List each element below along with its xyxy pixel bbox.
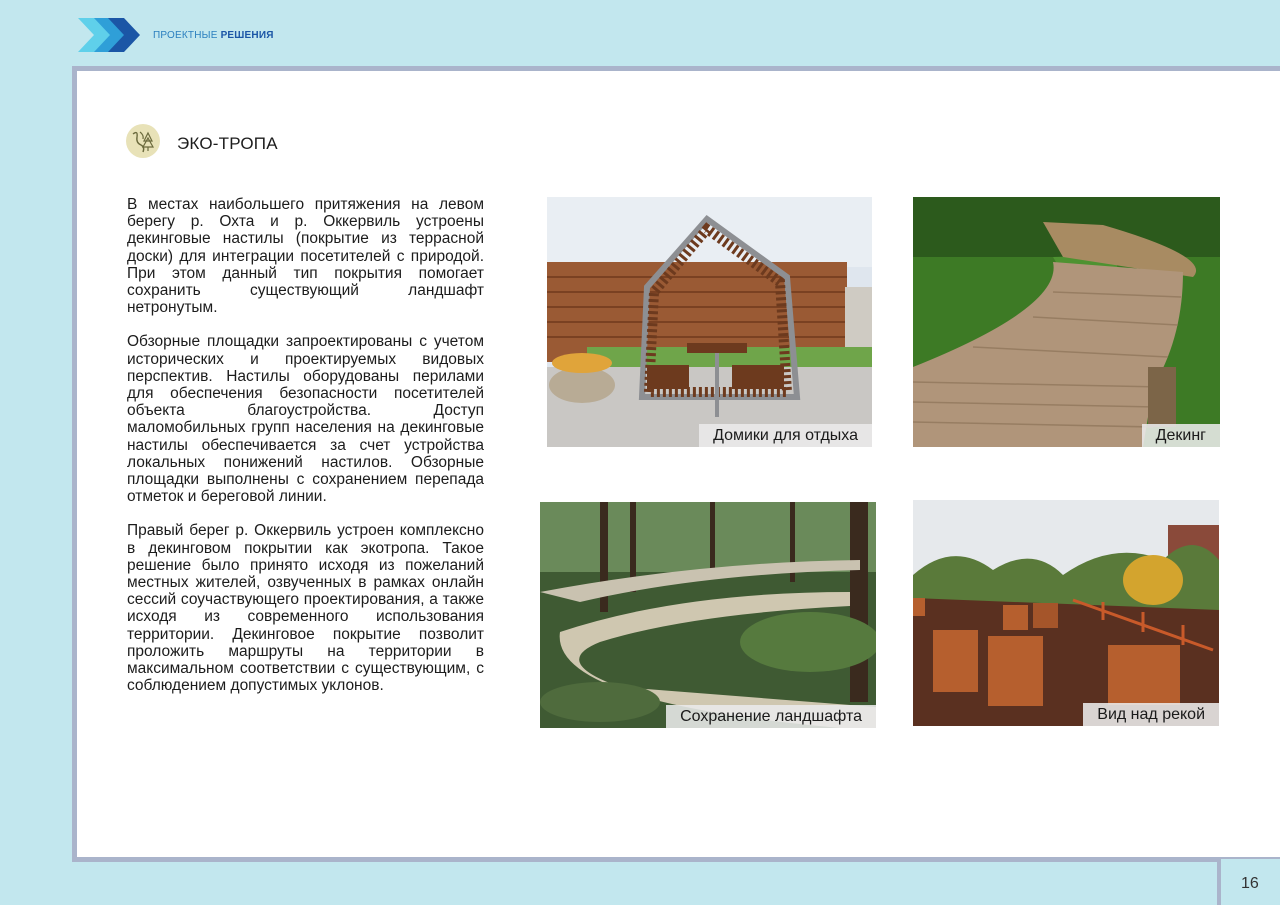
- caption-river-view: Вид над рекой: [1083, 703, 1219, 726]
- double-chevron-logo-icon: [78, 18, 142, 52]
- body-text: [127, 196, 484, 711]
- paragraph-1: В местах наибольшего притяжения на левом берегу р. Охта и р. Оккервиль устроены декинговые настилы (покрытие из террасной доски) для интеграции посетителей с природой. При этом данный тип покрытия помогает сохранить существующий ландшафт нетронутым.: [127, 196, 484, 317]
- paragraph-3: Правый берег р. Оккервиль устроен комплексно в декинговом покрытии как экотропа. Такое решение было принято исходя из пожеланий местных жителей, озвученных в рамках онлайн сессий соучаствующего проектирования, а также исходя из современного использования территории. Декинговое покрытие позволит проложить маршруты на территории в максимальном соответствии с существующим, с соблюдением допустимых уклонов.: [127, 522, 484, 695]
- section-title: ЭКО-ТРОПА: [177, 134, 278, 153]
- photo-rest-pavilion: [547, 197, 872, 447]
- paragraph-2: Обзорные площадки запроектированы с учетом исторических и проектируемых видовых перспектив. Настилы оборудованы перилами для обеспечения безопасности посетителей объекта благоустройства. Доступ маломобильных групп населения на декинговые настилы обеспечивается за счет устройства локальных понижений настилов. Обзорные площадки выполнены с сохранением перепада отметок и береговой линии.: [127, 333, 484, 506]
- photo-landscape-preservation: [540, 502, 876, 728]
- eco-trail-icon: [126, 124, 160, 158]
- caption-rest-pavilion: Домики для отдыха: [699, 424, 872, 447]
- photo-decking: [913, 197, 1220, 447]
- brand-light: ПРОЕКТНЫЕ: [153, 30, 218, 41]
- caption-landscape-preservation: Сохранение ландшафта: [666, 705, 876, 728]
- caption-decking: Декинг: [1142, 424, 1220, 447]
- brand-bold: РЕШЕНИЯ: [220, 30, 274, 41]
- brand-name: [153, 30, 274, 41]
- page-number: 16: [1241, 875, 1259, 892]
- photo-river-view: [913, 500, 1219, 726]
